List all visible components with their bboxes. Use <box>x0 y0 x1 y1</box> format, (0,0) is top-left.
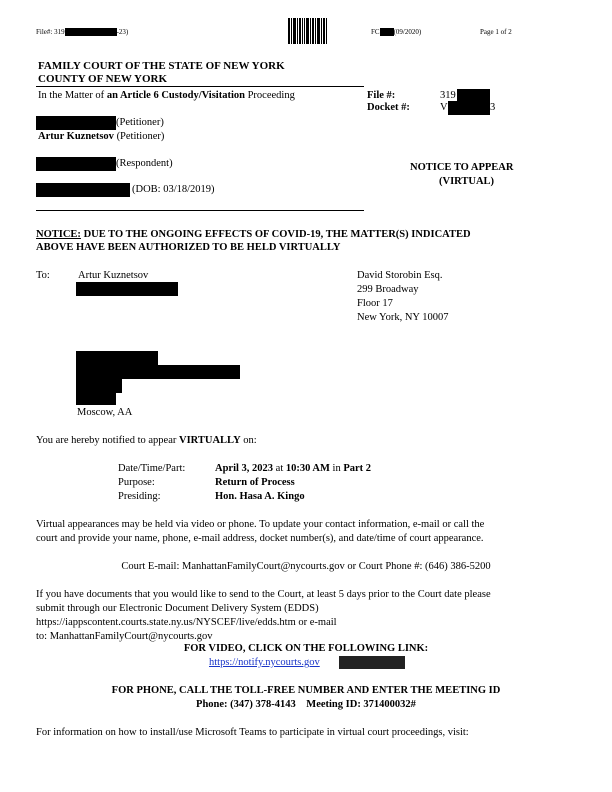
virtual-info-line-1: Virtual appearances may be held via video or phone. To update your contact information, e-mail or call the <box>36 519 485 530</box>
teams-info: For information on how to install/use Microsoft Teams to participate in virtual court proceedings, visit: <box>36 727 469 738</box>
file-number-value: 319 <box>440 90 456 101</box>
redaction-block <box>76 282 178 296</box>
date-value: April 3, 2023 at 10:30 AM in Part 2 <box>215 463 372 474</box>
documents-line-1: If you have documents that you would like to send to the Court, at least 5 days prior to the Court date please <box>36 589 491 600</box>
redaction-block <box>36 157 116 171</box>
file-number-label: File #: <box>367 90 396 101</box>
appearance-notice: You are hereby notified to appear VIRTUALLY on: <box>36 435 257 446</box>
notice-title-virtual: (VIRTUAL) <box>439 176 495 187</box>
presiding-value: Hon. Hasa A. Kingo <box>215 491 305 502</box>
docket-number-prefix: V <box>440 102 448 113</box>
covid-notice: NOTICE: DUE TO THE ONGOING EFFECTS OF COVID-19, THE MATTER(S) INDICATED <box>36 229 471 240</box>
date-label: Date/Time/Part: <box>118 463 186 474</box>
redaction-block <box>448 101 490 115</box>
court-county: COUNTY OF NEW YORK <box>38 73 168 85</box>
redaction-block <box>65 28 117 36</box>
form-number-header: FC (09/2020) <box>371 28 422 36</box>
redaction-block <box>76 351 158 365</box>
attorney-address-2: Floor 17 <box>357 298 393 309</box>
redaction-block <box>76 379 122 393</box>
redaction-block <box>380 28 394 36</box>
page-number: Page 1 of 2 <box>480 28 512 36</box>
presiding-label: Presiding: <box>118 491 161 502</box>
covid-notice-line-2: ABOVE HAVE BEEN AUTHORIZED TO BE HELD VIRTUALLY <box>36 242 341 253</box>
phone-heading: FOR PHONE, CALL THE TOLL-FREE NUMBER AND ENTER THE MEETING ID <box>111 685 501 696</box>
redaction-block <box>36 116 116 130</box>
redaction-block <box>76 365 240 379</box>
recipient-city: Moscow, AA <box>77 407 133 418</box>
recipient-name: Artur Kuznetsov <box>78 270 149 281</box>
notice-title: NOTICE TO APPEAR <box>410 162 514 173</box>
video-link[interactable]: https://notify.nycourts.gov <box>209 657 320 668</box>
barcode <box>288 18 328 44</box>
redaction-block <box>76 393 116 405</box>
court-contact: Court E-mail: ManhattanFamilyCourt@nycourts.gov or Court Phone #: (646) 386-5200 <box>121 561 491 572</box>
purpose-label: Purpose: <box>118 477 155 488</box>
purpose-value: Return of Process <box>215 477 295 488</box>
caption-bottom-rule <box>36 210 364 211</box>
docket-number-label: Docket #: <box>367 102 410 113</box>
respondent-role: (Respondent) <box>116 158 173 169</box>
video-heading: FOR VIDEO, CLICK ON THE FOLLOWING LINK: <box>183 643 429 654</box>
court-name: FAMILY COURT OF THE STATE OF NEW YORK <box>38 60 285 72</box>
attorney-name: David Storobin Esq. <box>357 270 443 281</box>
to-label: To: <box>36 270 50 281</box>
docket-number-suffix: 3 <box>490 102 496 113</box>
virtual-info-line-2: court and provide your name, phone, e-mail address, docket number(s), and date/time of court appearance. <box>36 533 484 544</box>
matter-line: In the Matter of an Article 6 Custody/Visitation Proceeding <box>38 90 295 101</box>
documents-line-2: submit through our Electronic Document Delivery System (EDDS) <box>36 603 319 614</box>
edds-url: https://iappscontent.courts.state.ny.us/NYSCEF/live/edds.htm or e-mail <box>36 617 337 628</box>
caption-rule <box>36 86 364 87</box>
petitioner-1-role: (Petitioner) <box>116 117 164 128</box>
redaction-block <box>36 183 130 197</box>
attorney-address-3: New York, NY 10007 <box>357 312 449 323</box>
phone-details: Phone: (347) 378-4143 Meeting ID: 371400032# <box>196 699 416 710</box>
file-number-header: File#: 319 -23) <box>36 28 129 36</box>
redaction-block <box>339 656 405 669</box>
child-dob: (DOB: 03/18/2019) <box>132 184 215 195</box>
attorney-address-1: 299 Broadway <box>357 284 419 295</box>
documents-email: to: ManhattanFamilyCourt@nycourts.gov <box>36 631 213 642</box>
petitioner-2: Artur Kuznetsov (Petitioner) <box>38 131 165 142</box>
